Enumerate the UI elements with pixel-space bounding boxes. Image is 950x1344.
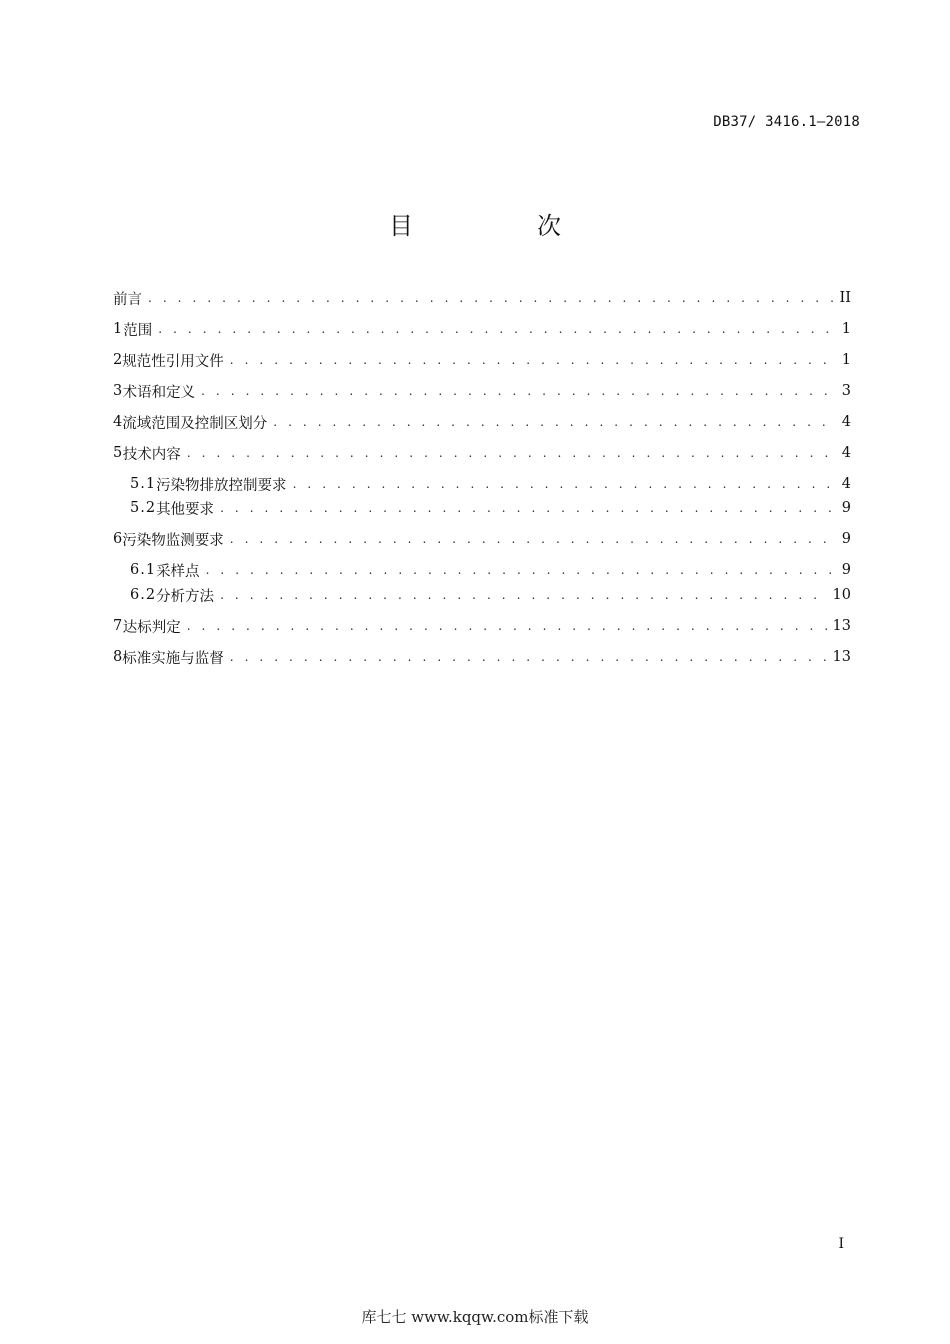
toc-label: 污染物监测要求: [122, 532, 224, 549]
toc-leader-dots: [158, 317, 833, 341]
toc-page-number: 9: [841, 562, 851, 578]
toc-leader-dots: [187, 614, 827, 638]
toc-page-number: II: [839, 290, 851, 306]
page-number: I: [838, 1236, 844, 1252]
toc-page-number: 1: [841, 321, 851, 337]
toc-label: 流域范围及控制区划分: [122, 415, 268, 432]
toc-page-number: 3: [841, 383, 851, 399]
toc-entry-5-2[interactable]: [130, 496, 851, 520]
toc-label: 范围: [123, 322, 153, 339]
toc-number: 6: [113, 531, 123, 547]
toc-label: 术语和定义: [122, 384, 196, 401]
toc-leader-dots: [220, 496, 833, 520]
toc-entry-foreword[interactable]: [113, 286, 851, 310]
toc-page-number: 9: [841, 531, 851, 547]
toc-number: 5: [113, 445, 123, 461]
toc-label: 污染物排放控制要求: [156, 477, 287, 494]
toc-leader-dots: [230, 645, 827, 669]
toc-leader-dots: [230, 527, 833, 551]
toc-number: 6.2: [130, 587, 157, 603]
toc-entry-7[interactable]: [113, 614, 851, 638]
toc-entry-1[interactable]: [113, 317, 851, 341]
toc-label: 采样点: [156, 563, 200, 580]
toc-entry-6[interactable]: [113, 527, 851, 551]
toc-entry-6-1[interactable]: [130, 558, 851, 582]
toc-leader-dots: [230, 348, 833, 372]
toc-label: 技术内容: [122, 446, 181, 463]
toc-number: 2: [113, 352, 123, 368]
toc-page-number: 4: [841, 445, 851, 461]
page-title: 目 次: [389, 212, 611, 240]
document-code: DB37/ 3416.1—2018: [713, 114, 860, 130]
toc-entry-5-1[interactable]: [130, 472, 851, 496]
toc-number: 7: [113, 618, 123, 634]
download-watermark: 库七七 www.kqqw.com标准下载: [361, 1308, 589, 1326]
toc-page-number: 4: [841, 414, 851, 430]
toc-label: 分析方法: [156, 588, 215, 605]
toc-entry-6-2[interactable]: [130, 583, 851, 607]
toc-leader-dots: [206, 558, 833, 582]
toc-number: 6.1: [130, 562, 157, 578]
toc-label: 达标判定: [122, 619, 181, 636]
toc-leader-dots: [148, 286, 833, 310]
toc-entry-8[interactable]: [113, 645, 851, 669]
toc-entry-4[interactable]: [113, 410, 851, 434]
toc-leader-dots: [220, 583, 826, 607]
toc-label: 其他要求: [156, 501, 215, 518]
toc-label: 前言: [113, 291, 142, 308]
toc-number: 5.2: [130, 500, 157, 516]
toc-label: 标准实施与监督: [122, 650, 224, 667]
toc-page-number: 10: [832, 587, 851, 603]
toc-number: 5.1: [130, 476, 157, 492]
toc-page-number: 1: [841, 352, 851, 368]
toc-leader-dots: [187, 441, 833, 465]
toc-leader-dots: [273, 410, 833, 434]
toc-number: 1: [113, 321, 123, 337]
toc-number: 8: [113, 649, 123, 665]
toc-page-number: 4: [841, 476, 851, 492]
toc-page-number: 9: [841, 500, 851, 516]
toc-page-number: 13: [832, 649, 851, 665]
toc-entry-3[interactable]: [113, 379, 851, 403]
toc-number: 4: [113, 414, 123, 430]
toc-number: 3: [113, 383, 123, 399]
toc-page-number: 13: [832, 618, 851, 634]
toc-leader-dots: [293, 472, 833, 496]
toc-label: 规范性引用文件: [122, 353, 224, 370]
toc-leader-dots: [201, 379, 833, 403]
toc-entry-5[interactable]: [113, 441, 851, 465]
toc-entry-2[interactable]: [113, 348, 851, 372]
